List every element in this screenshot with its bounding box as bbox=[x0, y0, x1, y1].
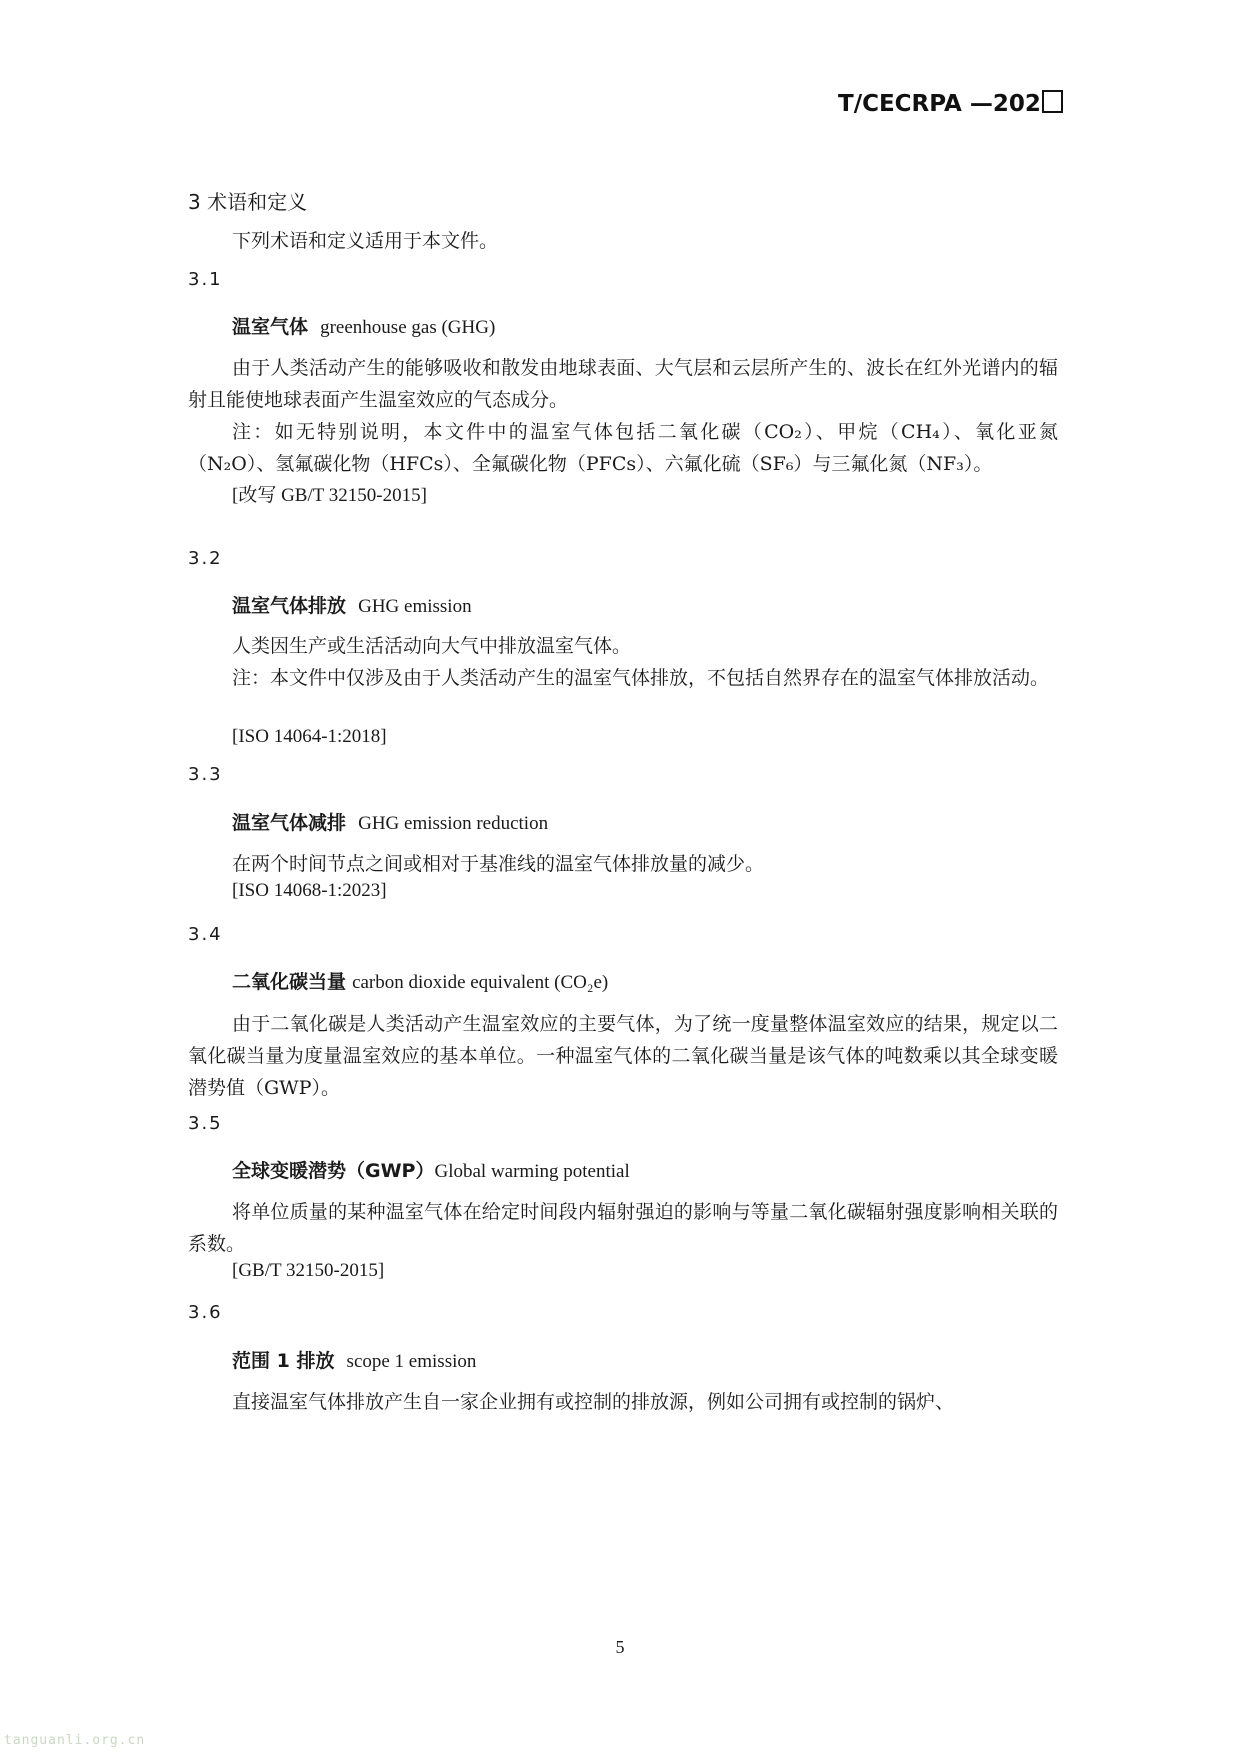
term-zh: 二氧化碳当量 bbox=[232, 971, 347, 993]
section-heading: 3 术语和定义 bbox=[188, 190, 308, 214]
placeholder-box bbox=[1042, 90, 1063, 113]
term-note: 注：本文件中仅涉及由于人类活动产生的温室气体排放，不包括自然界存在的温室气体排放活动。 bbox=[232, 667, 1050, 689]
term-number: 3.1 bbox=[188, 269, 223, 290]
section-intro: 下列术语和定义适用于本文件。 bbox=[232, 230, 499, 252]
term-source: [改写 GB/T 32150-2015] bbox=[232, 485, 427, 506]
document-code: T/CECRPA —202 bbox=[838, 90, 1063, 117]
term-number: 3.2 bbox=[188, 548, 223, 569]
term-en: GHG emission reduction bbox=[358, 813, 549, 834]
term-zh: 温室气体 bbox=[232, 316, 309, 338]
watermark: tanguanli.org.cn bbox=[4, 1733, 146, 1748]
term-title bbox=[232, 967, 608, 994]
term-en: GHG emission bbox=[358, 596, 472, 617]
term-definition: 由于二氧化碳是人类活动产生温室效应的主要气体，为了统一度量整体温室效应的结果，规定以二氧化碳当量为度量温室效应的基本单位。一种温室气体的二氧化碳当量是该气体的吨数乘以其全球变暖潜势值（GWP）。 bbox=[188, 1013, 1058, 1099]
term-title bbox=[232, 1156, 630, 1183]
term-source: [GB/T 32150-2015] bbox=[232, 1260, 385, 1281]
term-definition: 直接温室气体排放产生自一家企业拥有或控制的排放源，例如公司拥有或控制的锅炉、 bbox=[232, 1391, 955, 1413]
term-zh: 全球变暖潜势（GWP） bbox=[232, 1160, 435, 1182]
page-number: 5 bbox=[615, 1637, 625, 1657]
term-definition: 将单位质量的某种温室气体在给定时间段内辐射强迫的影响与等量二氧化碳辐射强度影响相关联的系数。 bbox=[188, 1201, 1058, 1255]
term-number: 3.5 bbox=[188, 1113, 223, 1134]
term-en: Global warming potential bbox=[434, 1161, 630, 1182]
term-definition: 人类因生产或生活活动向大气中排放温室气体。 bbox=[232, 635, 632, 657]
term-number: 3.3 bbox=[188, 764, 223, 785]
term-source: [ISO 14068-1:2023] bbox=[232, 880, 387, 901]
term-title bbox=[232, 1346, 476, 1373]
term-en: carbon dioxide equivalent (CO₂e) bbox=[352, 972, 609, 993]
term-en: scope 1 emission bbox=[346, 1351, 477, 1372]
term-source: [ISO 14064-1:2018] bbox=[232, 726, 387, 747]
term-en: greenhouse gas (GHG) bbox=[320, 317, 496, 338]
term-definition: 在两个时间节点之间或相对于基准线的温室气体排放量的减少。 bbox=[232, 853, 765, 875]
term-note: 注：如无特别说明，本文件中的温室气体包括二氧化碳（CO₂）、甲烷（CH₄）、氧化亚氮（N₂O）、氢氟碳化物（HFCs）、全氟碳化物（PFCs）、六氟化硫（SF₆）与三氟化氮（NF₃）。 bbox=[188, 421, 1058, 475]
term-number: 3.4 bbox=[188, 924, 223, 945]
term-definition: 由于人类活动产生的能够吸收和散发由地球表面、大气层和云层所产生的、波长在红外光谱内的辐射且能使地球表面产生温室效应的气态成分。 bbox=[188, 357, 1058, 411]
term-title bbox=[232, 312, 495, 339]
term-zh: 温室气体减排 bbox=[232, 812, 347, 834]
term-title bbox=[232, 808, 548, 835]
term-number: 3.6 bbox=[188, 1302, 223, 1323]
term-title bbox=[232, 591, 472, 618]
term-zh: 温室气体排放 bbox=[232, 595, 347, 617]
term-zh: 范围 1 排放 bbox=[232, 1350, 335, 1372]
